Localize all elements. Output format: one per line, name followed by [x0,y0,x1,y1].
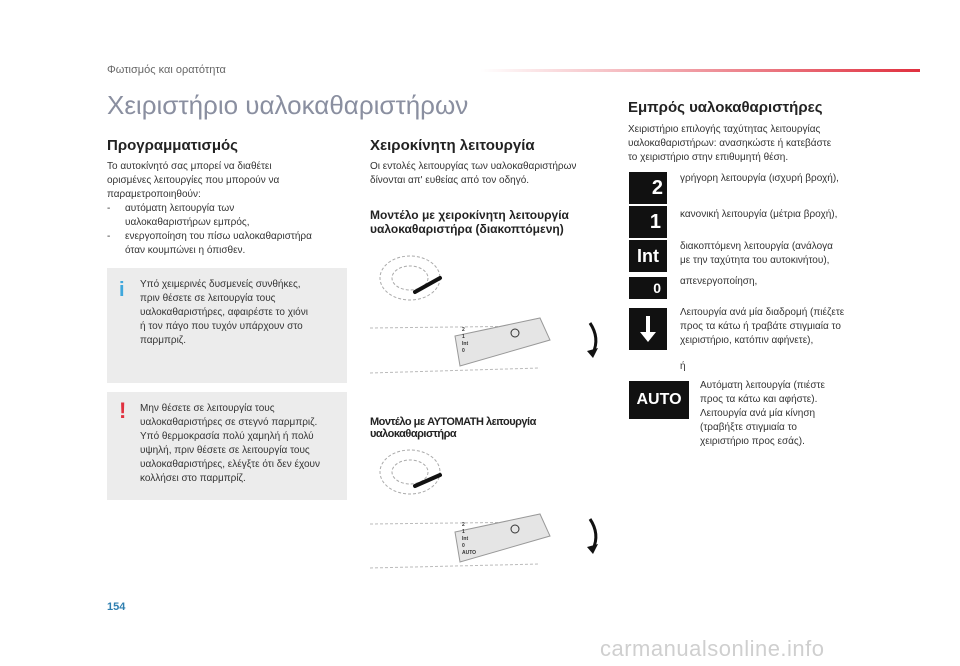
warning-icon: ! [119,398,127,423]
warning-line: Υπό θερμοκρασία πολύ χαμηλή ή πολύ [140,431,314,442]
auto-model-heading: Μοντέλο με AYTOMATH λειτουργία υαλοκαθαριστήρα [370,416,536,440]
info-text [140,278,340,348]
info-line: ή τον πάγο που τυχόν υπάρχουν στο [140,321,303,332]
list-dash: - [107,203,111,214]
warning-box [107,392,347,500]
info-line: Υπό χειμερινές δυσμενείς συνθήκες, [140,279,301,290]
single-wipe-text [680,306,900,348]
info-box [107,268,347,383]
stalk-label: Int [462,536,469,542]
row-line: προς τα κάτω ή τραβάτε στιγμιαία το [680,321,841,332]
list-line: όταν κουμπώνει η όπισθεν. [125,245,246,256]
direction-arrow-icon [590,519,596,549]
or-text: ή [680,361,686,372]
front-wipers-intro [628,123,878,165]
row-line: Λειτουργία ανά μία διαδρομή (πιέζετε [680,307,845,318]
watermark: carmanualsonline.info [600,636,825,661]
row-line: (τραβήξτε στιγμιαία το [700,422,797,433]
info-line: υαλοκαθαριστήρες, αφαιρέστε το χιόνι [140,307,308,318]
auto-text [700,379,900,449]
stalk-label: AUTO [462,550,477,556]
info-line: παρμπριζ. [140,335,186,346]
list-item [107,230,347,258]
stalk-label: 1 [462,334,465,340]
header-divider [480,69,920,72]
list-dash: - [107,231,111,242]
intro-line: Χειριστήριο επιλογής ταχύτητας λειτουργίας [628,124,821,135]
row-line: με την ταχύτητα του αυτοκινήτου), [680,255,830,266]
row-line: διακοπτόμενη λειτουργία (ανάλογα [680,241,833,252]
badge-intermittent: Int [629,240,667,272]
down-arrow-icon [638,314,658,344]
info-line: πριν θέσετε σε λειτουργία τους [140,293,276,304]
badge-speed-1: 1 [629,206,667,238]
stalk-label: 1 [462,529,465,535]
badge-speed-2: 2 [629,172,667,204]
stalk-label: 2 [462,327,465,333]
intermittent-text [680,240,900,268]
badge-auto: AUTO [629,381,689,419]
wiper-stalk-illustration-auto [365,442,605,572]
list-line: ενεργοποίηση του πίσω υαλοκαθαριστήρα [125,231,312,242]
intro-line: Οι εντολές λειτουργίας των υαλοκαθαριστήρων [370,161,577,172]
intro-line: παραμετροποιηθούν: [107,189,201,200]
list-line: αυτόματη λειτουργία των [125,203,235,214]
subheading-line: Μοντέλο με χειροκίνητη λειτουργία [370,208,569,222]
intro-line: το χειριστήριο στην επιθυμητή θέση. [628,152,789,163]
speed-1-text: κανονική λειτουργία (μέτρια βροχή), [680,209,838,220]
manual-model-heading [370,208,615,236]
row-line: Αυτόματη λειτουργία (πιέστε [700,380,825,391]
subheading-line: υαλοκαθαριστήρα (διακοπτόμενη) [370,222,564,236]
wiper-stalk-illustration-manual [365,248,605,378]
intro-line: υαλοκαθαριστήρων: ανασηκώστε ή κατεβάστε [628,138,832,149]
row-line: προς τα κάτω και αφήστε). [700,394,818,405]
section-title: Φωτισμός και ορατότητα [107,64,226,76]
stalk-label: 2 [462,522,465,528]
intro-line: δίνονται απ' ευθείας από τον οδηγό. [370,175,530,186]
intro-line: ορισμένες λειτουργίες που μπορούν να [107,175,280,186]
row-line: χειριστήριο προς εσάς). [700,436,805,447]
warning-line: υαλοκαθαριστήρες σε στεγνό παρμπριζ. [140,417,318,428]
direction-arrow-icon [590,323,596,353]
row-line: Λειτουργία ανά μία κίνηση [700,408,816,419]
manual-intro [370,160,610,188]
programming-intro [107,160,347,258]
page-number: 154 [107,601,126,613]
warning-line: κολλήσει στο παρμπρίζ. [140,473,246,484]
row-line: χειριστήριο, κατόπιν αφήνετε), [680,335,814,346]
list-item [107,202,347,230]
speed-2-text: γρήγορη λειτουργία (ισχυρή βροχή), [680,173,839,184]
list-line: υαλοκαθαριστήρων εμπρός, [125,217,250,228]
warning-text [140,402,345,486]
warning-line: Μην θέσετε σε λειτουργία τους [140,403,275,414]
info-icon: i [119,279,125,301]
intro-line: Το αυτοκίνητό σας μπορεί να διαθέτει [107,161,272,172]
off-text: απενεργοποίηση, [680,276,758,287]
stalk-label: 0 [462,348,465,354]
stalk-label: 0 [462,543,465,549]
stalk-lever [415,475,440,486]
page-title: Χειριστήριο υαλοκαθαριστήρων [107,90,469,120]
warning-line: υψηλή, πριν θέσετε σε λειτουργία τους [140,445,310,456]
stalk-label: Int [462,341,469,347]
badge-single-wipe [629,308,667,350]
manual-heading: Χειροκίνητη λειτουργία [370,137,535,154]
badge-off: 0 [629,277,667,299]
programming-heading: Προγραμματισμός [107,137,238,154]
warning-line: υαλοκαθαριστήρες, ελέγξτε ότι δεν έχουν [140,459,320,470]
front-wipers-heading: Εμπρός υαλοκαθαριστήρες [628,99,823,116]
